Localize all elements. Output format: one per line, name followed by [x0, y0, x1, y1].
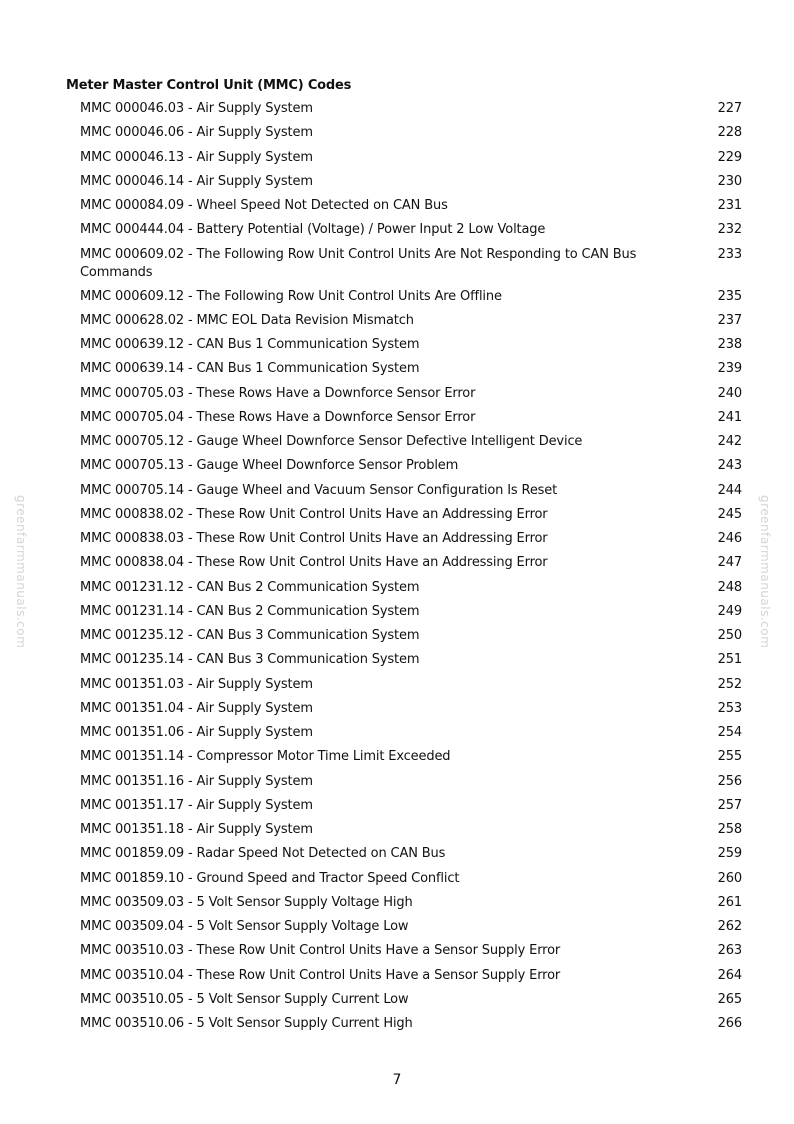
toc-entry-page: 229	[717, 149, 742, 165]
toc-entry-title: MMC 000705.14 - Gauge Wheel and Vacuum Sensor Configuration Is Reset	[80, 482, 558, 498]
toc-entry-page: 241	[717, 409, 742, 425]
toc-entry-page: 237	[717, 312, 742, 328]
toc-entry-title: MMC 003509.04 - 5 Volt Sensor Supply Voltage Low	[80, 919, 409, 934]
toc-entry-page: 259	[717, 846, 742, 862]
toc-entry-title: MMC 003510.03 - These Row Unit Control Units Have a Sensor Supply Error	[80, 943, 561, 959]
toc-entry-title: MMC 001235.14 - CAN Bus 3 Communication System	[80, 652, 420, 668]
toc-entry[interactable]	[80, 482, 742, 500]
toc-entry-page: 254	[717, 725, 742, 740]
toc-entry[interactable]	[80, 197, 742, 215]
toc-entry[interactable]	[80, 991, 742, 1009]
toc-entry-title: MMC 000838.04 - These Row Unit Control Units Have an Addressing Error	[80, 555, 548, 571]
toc-entry[interactable]	[80, 360, 742, 378]
toc-entry-page: 263	[717, 943, 742, 959]
toc-entry[interactable]	[80, 385, 742, 403]
toc-entry-title: MMC 000628.02 - MMC EOL Data Revision Mismatch	[80, 312, 414, 328]
toc-entry-title: MMC 000639.12 - CAN Bus 1 Communication System	[80, 337, 420, 352]
toc-entry-title: MMC 000609.12 - The Following Row Unit Control Units Are Offline	[80, 288, 502, 304]
toc-entry[interactable]	[80, 797, 742, 815]
toc-entry[interactable]	[80, 288, 742, 306]
toc-entry[interactable]	[80, 651, 742, 669]
toc-entry-page: 258	[717, 822, 742, 837]
toc-entry[interactable]	[80, 506, 742, 524]
toc-entry-title: MMC 000046.06 - Air Supply System	[80, 125, 313, 141]
toc-entry[interactable]	[80, 579, 742, 597]
toc-entry-title: MMC 001231.14 - CAN Bus 2 Communication System	[80, 603, 420, 619]
toc-entry[interactable]	[80, 700, 742, 718]
toc-entry-page: 228	[717, 125, 742, 141]
toc-entry-page: 257	[717, 797, 742, 813]
toc-entry[interactable]	[80, 409, 742, 427]
toc-entry[interactable]	[80, 676, 742, 694]
toc-entry-title: MMC 001235.12 - CAN Bus 3 Communication System	[80, 628, 420, 643]
toc-entry-title: MMC 001351.16 - Air Supply System	[80, 773, 313, 789]
toc-entry-page: 230	[717, 173, 742, 189]
toc-entry-title: MMC 001351.03 - Air Supply System	[80, 676, 313, 692]
toc-entry-page: 242	[717, 434, 742, 449]
toc-entry[interactable]	[80, 336, 742, 354]
toc-entry-page: 250	[717, 628, 742, 643]
toc-entry-page: 261	[717, 894, 742, 910]
toc-entry-page: 264	[717, 967, 742, 983]
toc-entry-title: MMC 001231.12 - CAN Bus 2 Communication System	[80, 579, 420, 595]
toc-entry[interactable]	[80, 942, 742, 960]
toc-entry-title: MMC 000639.14 - CAN Bus 1 Communication System	[80, 361, 420, 377]
toc-entry-page: 240	[717, 385, 742, 401]
toc-entry-page: 265	[717, 991, 742, 1007]
toc-entry[interactable]	[80, 100, 742, 118]
toc-entry-page: 247	[717, 555, 742, 571]
toc-entry-page: 239	[717, 361, 742, 377]
toc-entry-page: 252	[717, 676, 742, 692]
toc-entry[interactable]	[80, 918, 742, 936]
toc-entry[interactable]	[80, 603, 742, 621]
toc-entry-title: MMC 001859.10 - Ground Speed and Tractor Speed Conflict	[80, 870, 460, 886]
toc-entry-page: 235	[717, 288, 742, 304]
toc-entry[interactable]	[80, 894, 742, 912]
page-number: 7	[392, 1072, 402, 1088]
toc-entry[interactable]	[80, 149, 742, 167]
toc-entry-page: 233	[717, 246, 742, 262]
toc-entry[interactable]	[80, 433, 742, 451]
toc-entry-page: 256	[717, 773, 742, 789]
toc-entry-title: MMC 003510.05 - 5 Volt Sensor Supply Current Low	[80, 991, 409, 1007]
toc-entry-page: 245	[717, 506, 742, 522]
toc-entry[interactable]	[80, 221, 742, 239]
toc-entry-page: 253	[717, 700, 742, 716]
toc-entry-title: MMC 001351.06 - Air Supply System	[80, 725, 313, 740]
toc-entry[interactable]	[80, 748, 742, 766]
toc-entry-title: MMC 000609.02 - The Following Row Unit Control Units Are Not Responding to CAN Bus Commands	[80, 246, 637, 280]
toc-entry[interactable]	[80, 124, 742, 142]
toc-entry[interactable]	[80, 312, 742, 330]
toc-entry-page: 231	[717, 198, 742, 213]
toc-entry-title: MMC 000838.03 - These Row Unit Control Units Have an Addressing Error	[80, 531, 548, 546]
toc-entry[interactable]	[80, 870, 742, 888]
toc-entry-title: MMC 001351.14 - Compressor Motor Time Limit Exceeded	[80, 749, 451, 765]
toc-entry-title: MMC 003509.03 - 5 Volt Sensor Supply Voltage High	[80, 894, 413, 910]
toc-entry-title: MMC 000084.09 - Wheel Speed Not Detected on CAN Bus	[80, 198, 448, 213]
toc-entry-title: MMC 003510.06 - 5 Volt Sensor Supply Current High	[80, 1016, 413, 1031]
toc-entry[interactable]	[80, 845, 742, 863]
toc-entry[interactable]	[80, 530, 742, 548]
toc-entry[interactable]	[80, 554, 742, 572]
toc-entry-page: 255	[717, 749, 742, 765]
toc-entry[interactable]	[80, 1015, 742, 1033]
toc-entry-page: 260	[717, 870, 742, 886]
toc-entry-page: 251	[717, 652, 742, 668]
toc-entry-page: 244	[717, 482, 742, 498]
toc-entry[interactable]	[80, 173, 742, 191]
toc-entry-page: 243	[717, 458, 742, 474]
toc-entry-page: 249	[717, 603, 742, 619]
toc-entry[interactable]	[80, 457, 742, 475]
toc-entry-title: MMC 000444.04 - Battery Potential (Voltage) / Power Input 2 Low Voltage	[80, 222, 546, 238]
watermark-right: greenfarmmanuals.com	[758, 495, 772, 649]
toc-entry-title: MMC 000046.14 - Air Supply System	[80, 173, 313, 189]
toc-entry-title: MMC 000705.03 - These Rows Have a Downforce Sensor Error	[80, 385, 476, 401]
toc-entry-title: MMC 000705.13 - Gauge Wheel Downforce Sensor Problem	[80, 458, 459, 474]
toc-entry-page: 232	[717, 222, 742, 238]
table-of-contents	[80, 100, 742, 1039]
section-title: Meter Master Control Unit (MMC) Codes	[66, 78, 352, 93]
toc-entry-page: 227	[717, 101, 742, 116]
toc-entry[interactable]	[80, 773, 742, 791]
toc-entry[interactable]	[80, 246, 742, 282]
toc-entry-page: 248	[717, 579, 742, 595]
toc-entry-page: 238	[717, 337, 742, 352]
toc-entry-title: MMC 001859.09 - Radar Speed Not Detected on CAN Bus	[80, 846, 446, 862]
toc-entry[interactable]	[80, 967, 742, 985]
toc-entry-title: MMC 000838.02 - These Row Unit Control Units Have an Addressing Error	[80, 506, 548, 522]
toc-entry-page: 246	[717, 531, 742, 546]
toc-entry-title: MMC 003510.04 - These Row Unit Control Units Have a Sensor Supply Error	[80, 967, 561, 983]
toc-entry-page: 262	[717, 919, 742, 934]
toc-entry[interactable]	[80, 724, 742, 742]
toc-entry-title: MMC 001351.04 - Air Supply System	[80, 700, 313, 716]
toc-entry-title: MMC 001351.17 - Air Supply System	[80, 797, 313, 813]
toc-entry-page: 266	[717, 1016, 742, 1031]
toc-entry-title: MMC 000046.03 - Air Supply System	[80, 101, 313, 116]
toc-entry-title: MMC 000705.12 - Gauge Wheel Downforce Sensor Defective Intelligent Device	[80, 434, 583, 449]
toc-entry-title: MMC 000046.13 - Air Supply System	[80, 149, 313, 165]
toc-entry[interactable]	[80, 821, 742, 839]
watermark-left: greenfarmmanuals.com	[14, 495, 28, 649]
toc-entry-title: MMC 001351.18 - Air Supply System	[80, 822, 313, 837]
toc-entry-title: MMC 000705.04 - These Rows Have a Downforce Sensor Error	[80, 409, 476, 425]
toc-entry[interactable]	[80, 627, 742, 645]
